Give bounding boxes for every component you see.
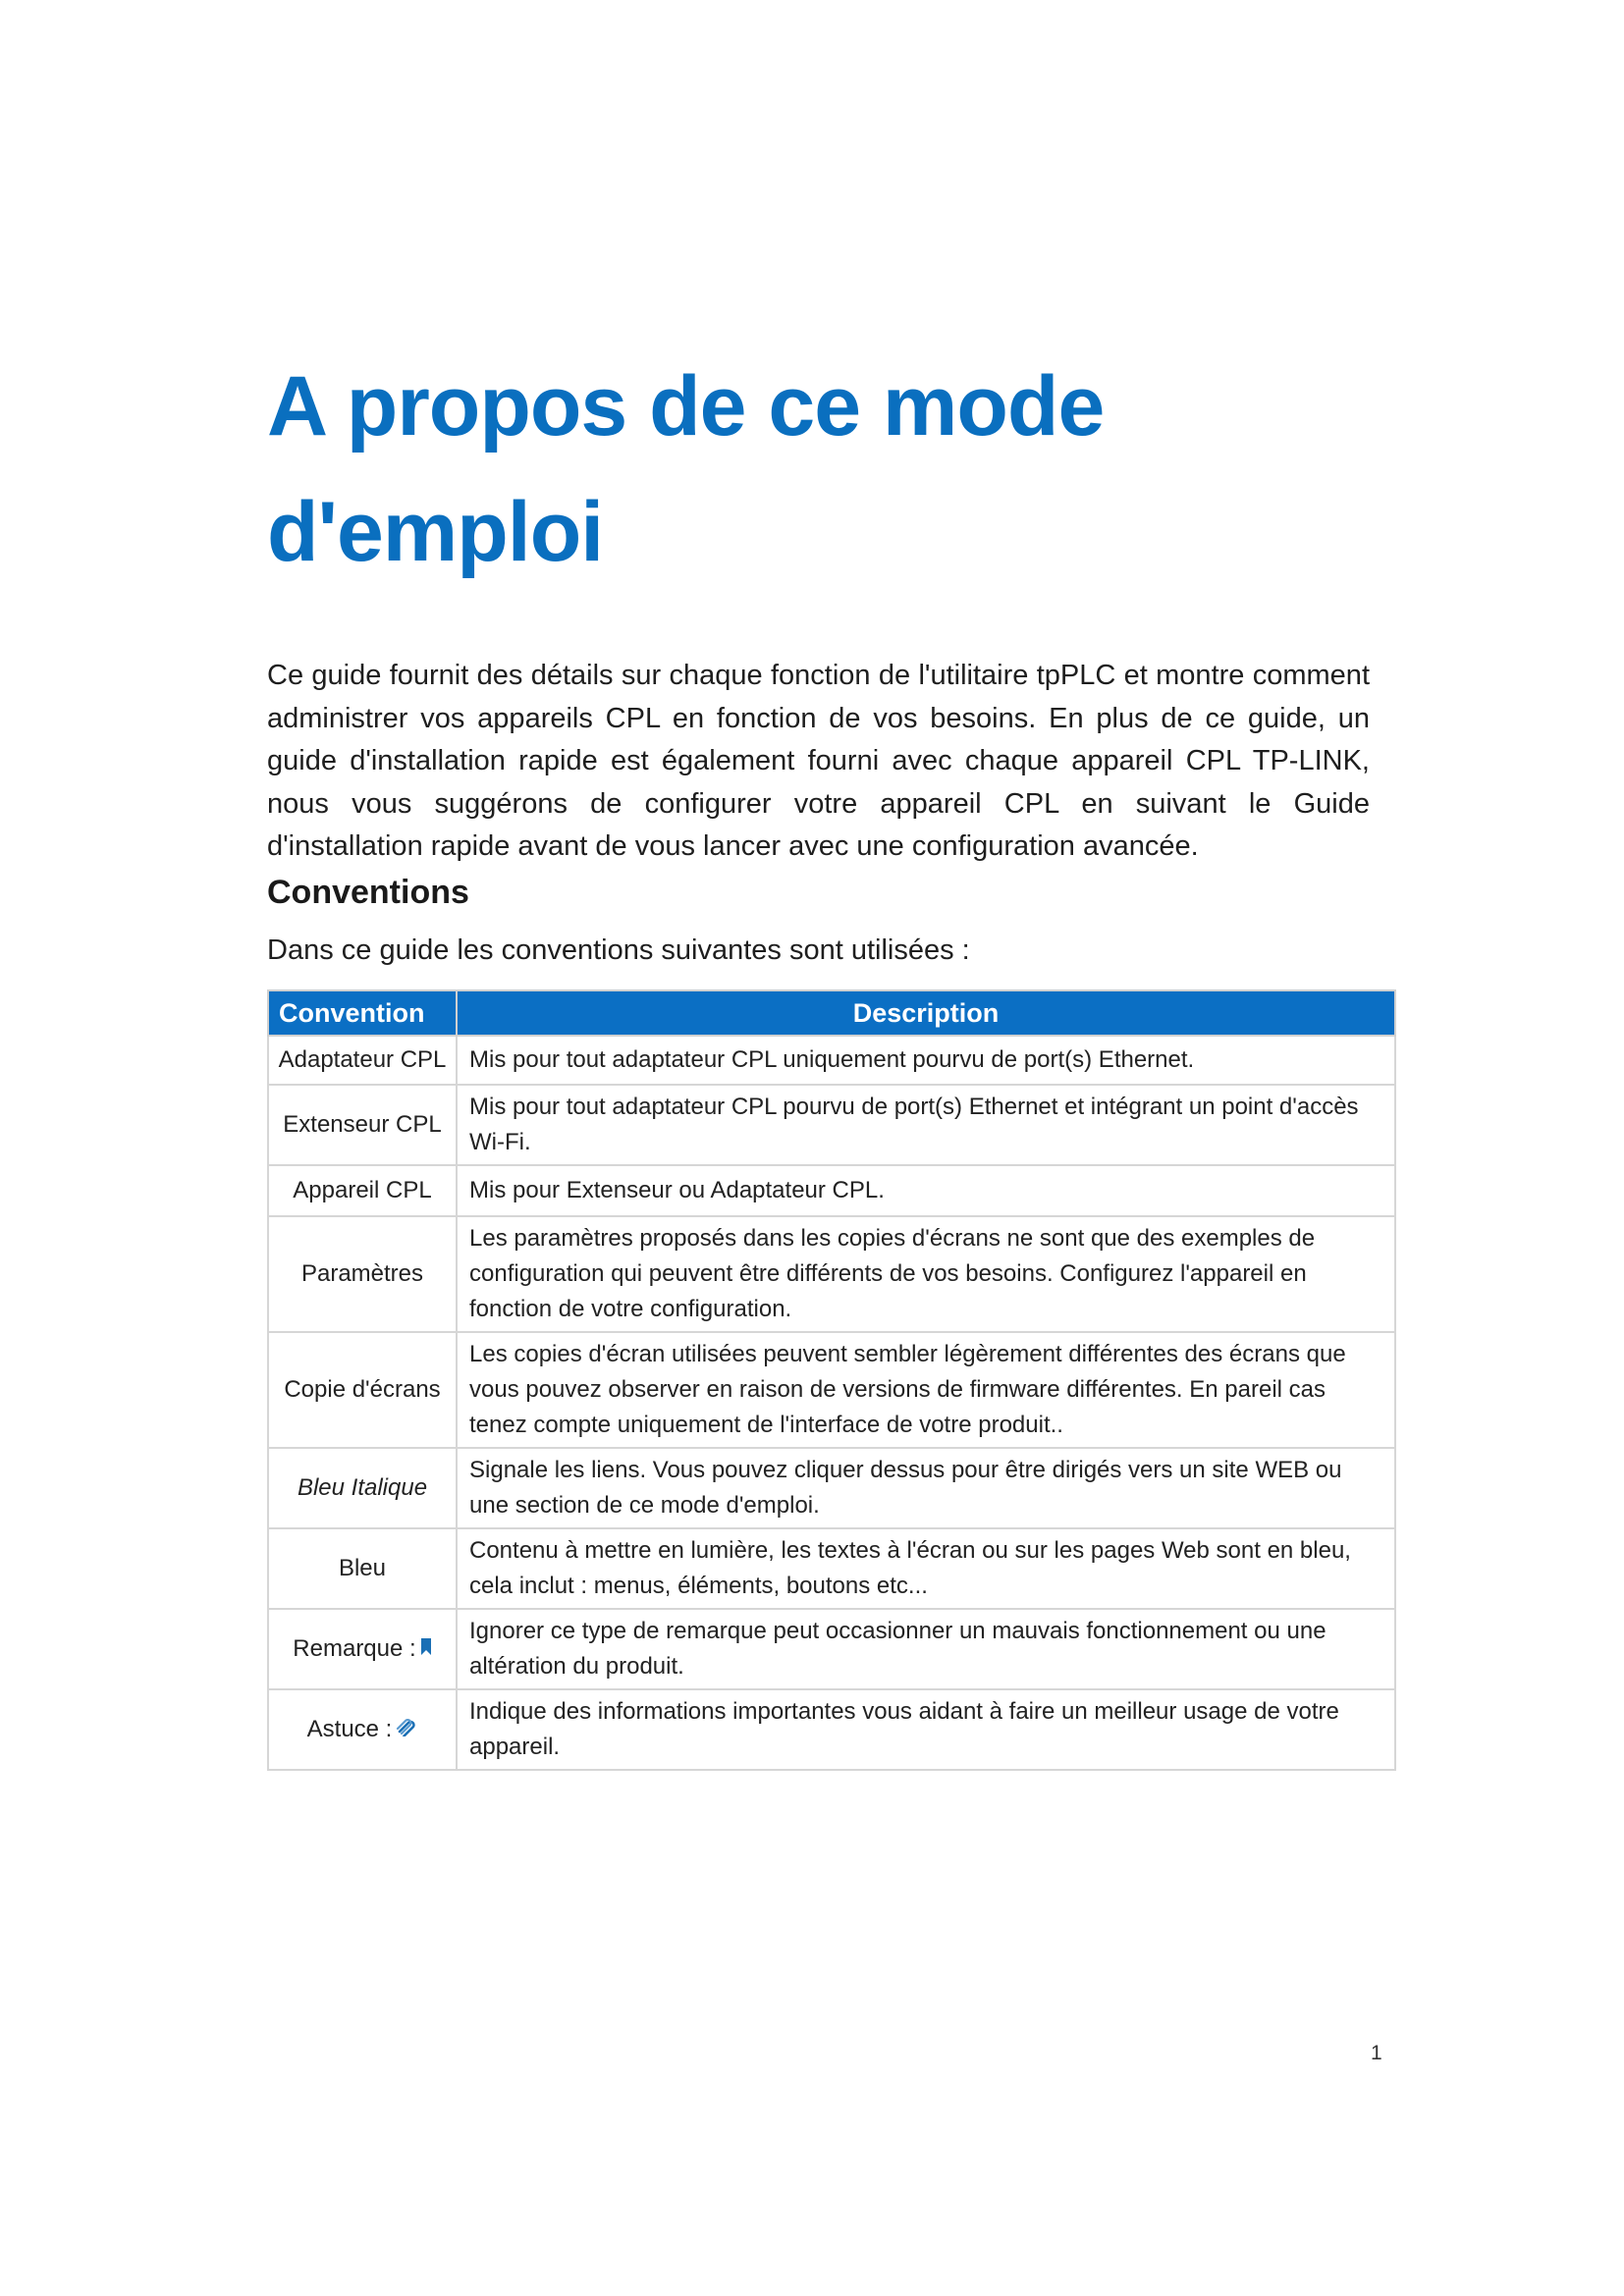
description-cell: Contenu à mettre en lumière, les textes à l'écran ou sur les pages Web sont en bleu, cela inclut : menus, éléments, boutons etc... — [457, 1528, 1395, 1609]
description-cell: Les copies d'écran utilisées peuvent sembler légèrement différentes des écrans que vous pouvez observer en raison de versions de firmware différentes. En pareil cas tenez compte uniquement de l'interface de votre produit.. — [457, 1332, 1395, 1448]
table-row — [268, 1165, 1395, 1216]
convention-cell: Bleu — [268, 1528, 457, 1609]
table-row — [268, 1448, 1395, 1528]
description-cell: Indique des informations importantes vous aidant à faire un meilleur usage de votre appareil. — [457, 1689, 1395, 1770]
convention-cell: Copie d'écrans — [268, 1332, 457, 1448]
table-row — [268, 1528, 1395, 1609]
convention-cell: Adaptateur CPL — [268, 1036, 457, 1085]
conventions-table — [267, 989, 1396, 1771]
table-row — [268, 1609, 1395, 1689]
convention-cell — [268, 1609, 457, 1689]
convention-cell: Extenseur CPL — [268, 1085, 457, 1165]
page-number: 1 — [1371, 2042, 1382, 2064]
convention-cell: Bleu Italique — [268, 1448, 457, 1528]
header-convention: Convention — [268, 990, 457, 1036]
description-cell: Mis pour tout adaptateur CPL uniquement pourvu de port(s) Ethernet. — [457, 1036, 1395, 1085]
astuce-label: Astuce : — [306, 1715, 393, 1742]
header-description: Description — [457, 990, 1395, 1036]
intro-paragraph: Ce guide fournit des détails sur chaque fonction de l'utilitaire tpPLC et montre comment administrer vos appareils CPL en fonction de vos besoins. En plus de ce guide, un guide d'installation rapide est également fourni avec chaque appareil CPL TP-LINK, nous vous suggérons de configurer votre appareil CPL en suivant le Guide d'installation rapide avant de vous lancer avec une configuration avancée. — [267, 660, 1370, 862]
table-row — [268, 1085, 1395, 1165]
page-title — [267, 344, 1445, 595]
remarque-label: Remarque : — [293, 1634, 416, 1662]
description-cell: Signale les liens. Vous pouvez cliquer dessus pour être dirigés vers un site WEB ou une section de ce mode d'emploi. — [457, 1448, 1395, 1528]
bookmark-icon — [420, 1631, 432, 1667]
table-row — [268, 1216, 1395, 1332]
conventions-heading: Conventions — [267, 874, 469, 911]
page-title-line-1: A propos de ce mode — [267, 359, 1105, 454]
convention-cell: Appareil CPL — [268, 1165, 457, 1216]
table-row — [268, 1689, 1395, 1770]
table-row — [268, 1332, 1395, 1448]
description-cell: Les paramètres proposés dans les copies d'écrans ne sont que des exemples de configuration qui peuvent être différents de vos besoins. Configurez l'appareil en fonction de votre configuration. — [457, 1216, 1395, 1332]
page-title-line-2: d'emploi — [267, 485, 604, 579]
description-cell: Mis pour tout adaptateur CPL pourvu de port(s) Ethernet et intégrant un point d'accès Wi-Fi. — [457, 1085, 1395, 1165]
table-header-row — [268, 990, 1395, 1036]
table-row — [268, 1036, 1395, 1085]
conventions-subheading: Dans ce guide les conventions suivantes sont utilisées : — [267, 934, 970, 966]
description-cell: Mis pour Extenseur ou Adaptateur CPL. — [457, 1165, 1395, 1216]
convention-cell: Paramètres — [268, 1216, 457, 1332]
convention-cell — [268, 1689, 457, 1770]
paperclip-icon — [396, 1712, 417, 1747]
description-cell: Ignorer ce type de remarque peut occasionner un mauvais fonctionnement ou une altération du produit. — [457, 1609, 1395, 1689]
